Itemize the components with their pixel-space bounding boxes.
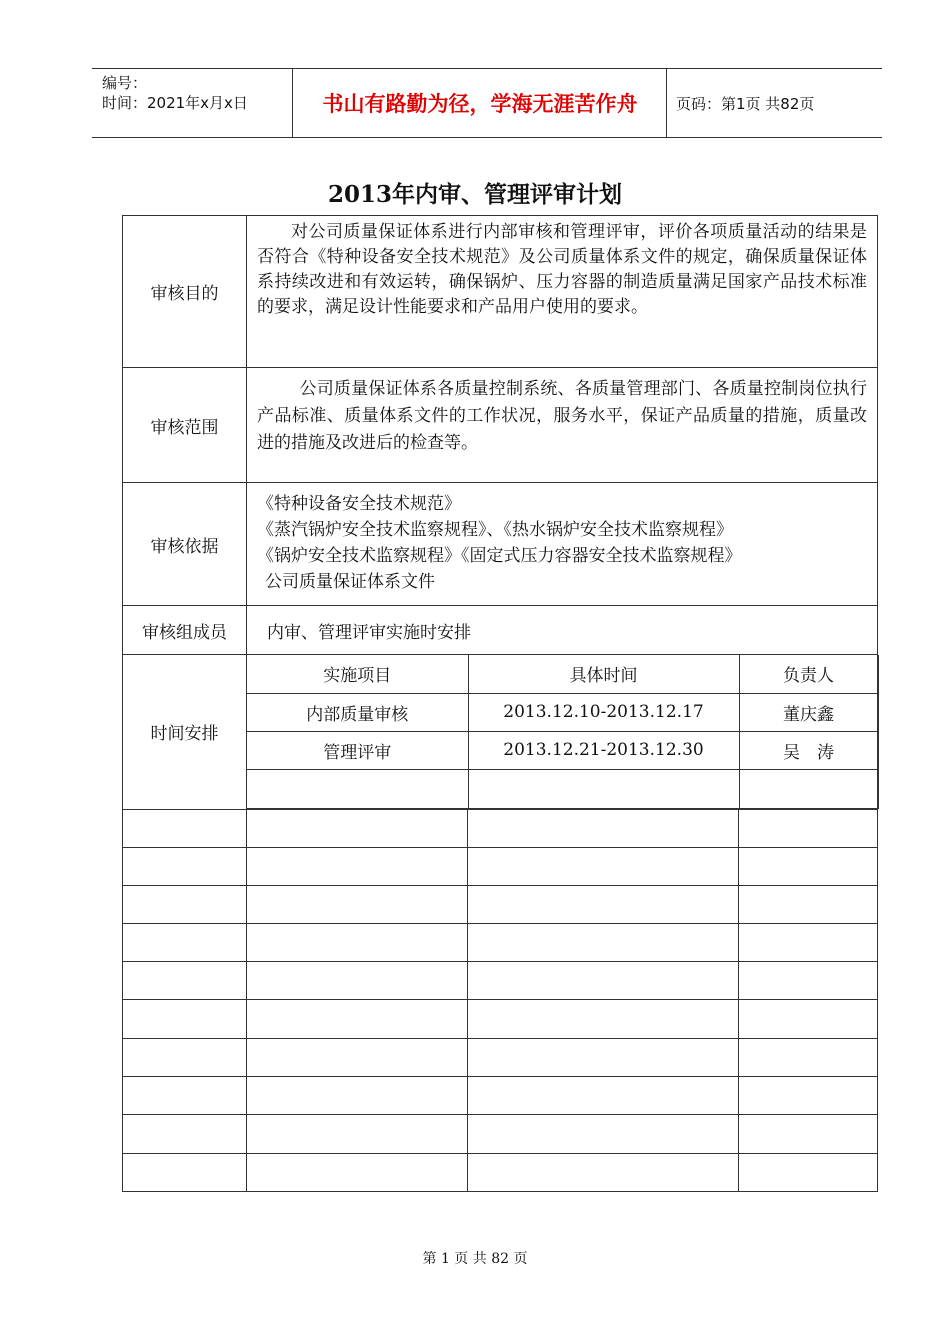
column-header-owner: 负责人	[739, 655, 878, 693]
header-meta	[102, 73, 248, 113]
basis-item: 《特种设备安全技术规范》	[257, 494, 461, 514]
scope-text: 公司质量保证体系各质量控制系统、各质量管理部门、各质量控制岗位执行产品标准、质量体系文件的工作状况，服务水平，保证产品质量的措施，质量改进的措施及改进后的检查等。	[247, 368, 878, 483]
schedule-time: 2013.12.10-2013.12.17	[468, 693, 739, 731]
schedule-table	[247, 655, 879, 809]
schedule-owner: 吴 涛	[739, 731, 878, 769]
header-page-number: 页码：第1页 共82页	[676, 94, 815, 113]
purpose-label: 审核目的	[123, 216, 247, 368]
empty-row	[123, 961, 878, 999]
team-row	[123, 606, 878, 655]
basis-item: 《锅炉安全技术监察规程》《固定式压力容器安全技术监察规程》	[257, 546, 742, 566]
table-row	[247, 731, 878, 769]
empty-row	[123, 1038, 878, 1076]
column-header-time: 具体时间	[468, 655, 739, 693]
schedule-time: 2013.12.21-2013.12.30	[468, 731, 739, 769]
schedule-label: 时间安排	[123, 655, 247, 810]
document-header	[92, 68, 882, 138]
empty-row	[123, 923, 878, 961]
empty-row	[123, 999, 878, 1038]
table-row	[247, 693, 878, 731]
column-header-item: 实施项目	[247, 655, 468, 693]
team-label: 审核组成员	[123, 606, 247, 655]
empty-row	[123, 809, 878, 847]
scope-label: 审核范围	[123, 368, 247, 483]
page-footer: 第 1 页 共 82 页	[422, 1251, 528, 1267]
empty-row	[123, 847, 878, 885]
basis-item: 公司质量保证体系文件	[265, 572, 435, 592]
number-label: 编号：	[102, 74, 148, 92]
basis-row	[123, 483, 878, 606]
empty-row	[123, 1114, 878, 1153]
scope-row	[123, 368, 878, 483]
empty-row	[123, 885, 878, 923]
header-motto: 书山有路勤为径，学海无涯苦作舟	[322, 92, 638, 116]
empty-row	[123, 1153, 878, 1191]
purpose-text: 对公司质量保证体系进行内部审核和管理评审，评价各项质量活动的结果是否符合《特种设备安全技术规范》及公司质量体系文件的规定，确保质量保证体系持续改进和有效运转，确保锅炉、压力容器的制造质量满足国家产品技术标准的要求，满足设计性能要求和产品用户使用的要求。	[247, 216, 878, 368]
team-value: 内审、管理评审实施时安排	[247, 606, 878, 655]
schedule-cell	[247, 655, 878, 810]
schedule-item: 管理评审	[247, 731, 468, 769]
basis-list	[247, 483, 878, 606]
time-label: 时间：2021年x月x日	[102, 94, 248, 112]
empty-row	[123, 1076, 878, 1114]
purpose-row	[123, 216, 878, 368]
empty-row	[247, 769, 878, 808]
basis-label: 审核依据	[123, 483, 247, 606]
audit-plan-table	[122, 215, 878, 1192]
page-title: 2013年内审、管理评审计划	[327, 181, 622, 208]
schedule-owner: 董庆鑫	[739, 693, 878, 731]
header-divider	[292, 69, 293, 137]
schedule-header-row	[247, 655, 878, 693]
header-divider	[666, 69, 667, 137]
schedule-row	[123, 655, 878, 810]
basis-item: 《蒸汽锅炉安全技术监察规程》、《热水锅炉安全技术监察规程》	[257, 520, 733, 540]
schedule-item: 内部质量审核	[247, 693, 468, 731]
